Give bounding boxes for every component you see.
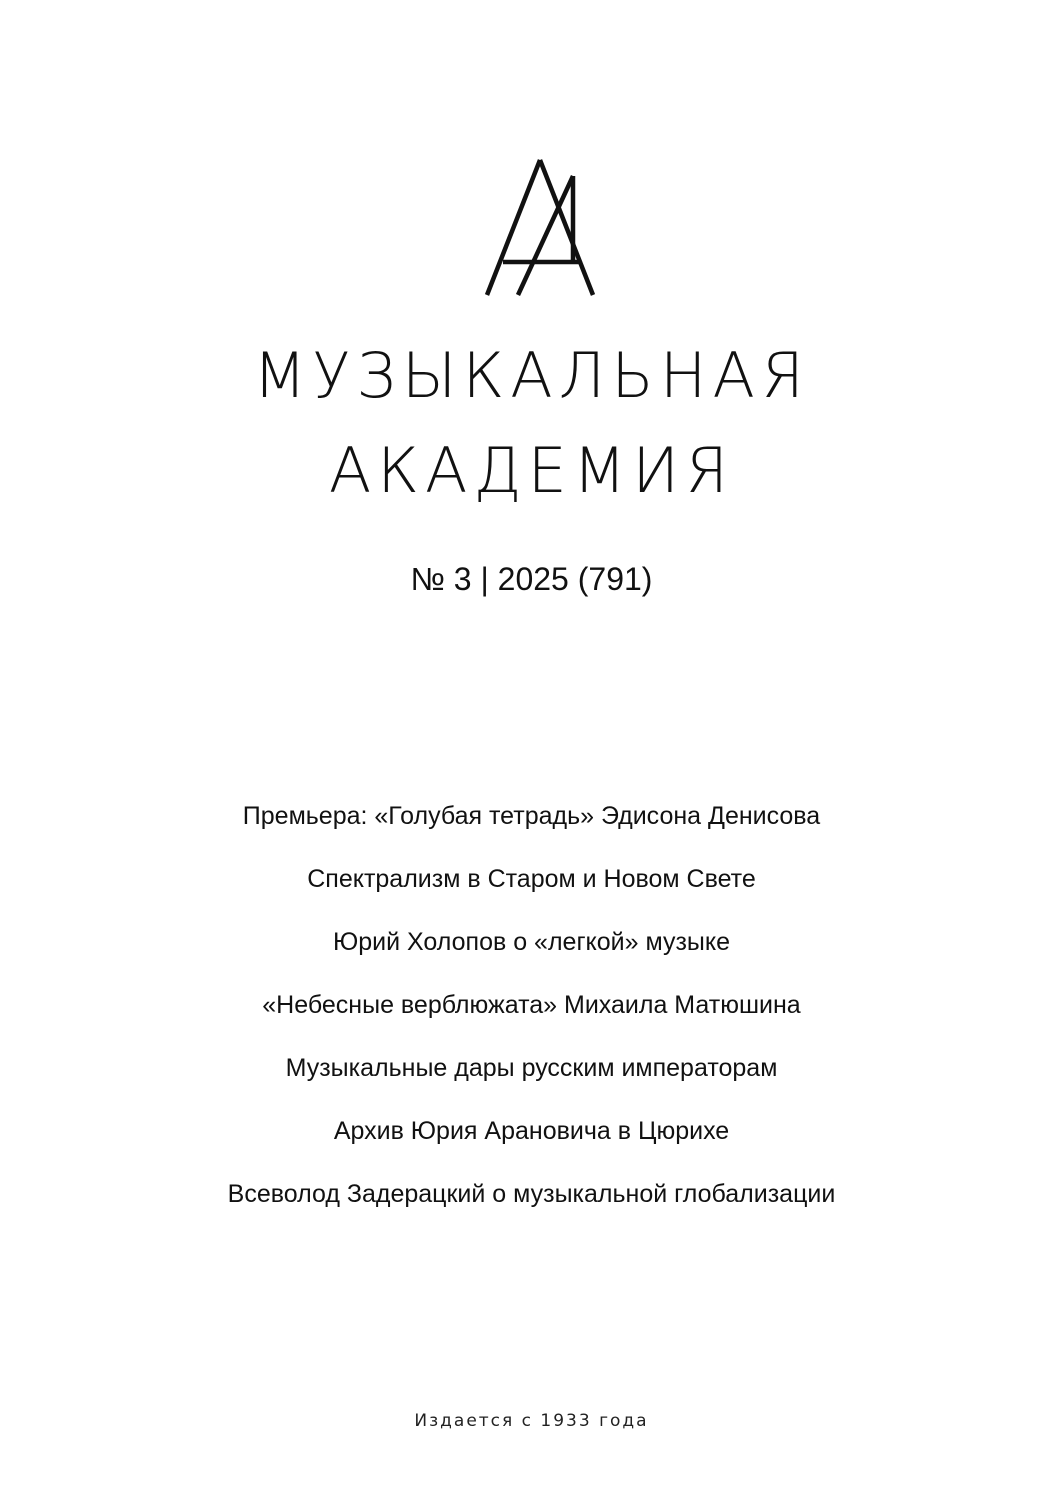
ma-monogram-logo [483,158,597,298]
published-since: Издается с 1933 года [414,1411,649,1431]
journal-title-line2: АКАДЕМИЯ [328,434,735,507]
topic-item: Премьера: «Голубая тетрадь» Эдисона Денисова [242,802,821,830]
topics-list [0,804,1063,1245]
journal-title-line1: МУЗЫКАЛЬНАЯ [253,339,810,412]
issue-number: № 3 | 2025 (791) [410,561,653,597]
topic-item: Музыкальные дары русским императорам [285,1054,778,1082]
topic-item: Всеволод Задерацкий о музыкальной глобализации [227,1180,836,1208]
topic-item: «Небесные верблюжата» Михаила Матюшина [262,991,801,1019]
topic-item: Спектрализм в Старом и Новом Свете [307,865,756,893]
topic-item: Архив Юрия Арановича в Цюрихе [333,1117,730,1145]
topic-item: Юрий Холопов о «легкой» музыке [332,928,731,956]
